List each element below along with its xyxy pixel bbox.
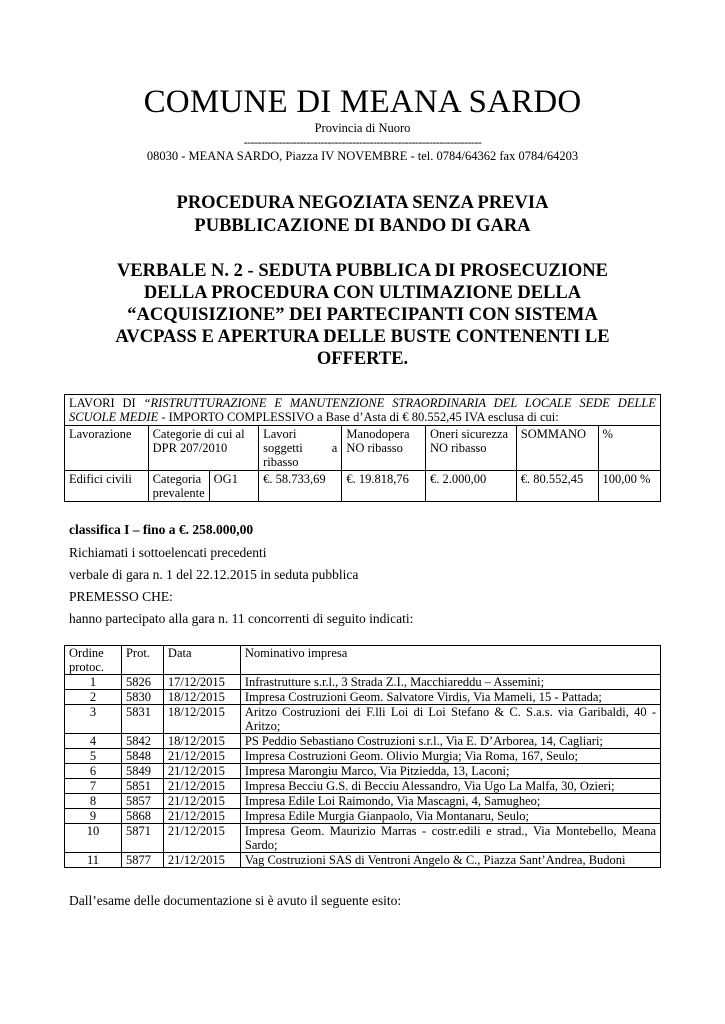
- cell-prot: 5877: [121, 853, 163, 868]
- cell-data: 21/12/2015: [163, 809, 240, 824]
- table-row: [65, 749, 661, 764]
- cell-data: 21/12/2015: [163, 779, 240, 794]
- verbale-line-5: OFFERTE.: [316, 349, 409, 369]
- col-lavori: Lavori soggetti a ribasso: [259, 426, 342, 471]
- cell-oneri: €. 2.000,00: [425, 471, 516, 502]
- cell-prot: 5831: [121, 705, 163, 734]
- province-line: Provincia di Nuoro: [314, 121, 411, 135]
- cell-ordine: 9: [65, 809, 122, 824]
- cell-ordine: 2: [65, 690, 122, 705]
- table-row: [65, 779, 661, 794]
- cell-data: 21/12/2015: [163, 853, 240, 868]
- municipality-title: COMUNE DI MEANA SARDO: [143, 84, 582, 120]
- header-divider: --------------------------------------------------------------------: [243, 135, 482, 149]
- cell-impresa: Impresa Edile Loi Raimondo, Via Mascagni, 4, Samugheo;: [240, 794, 660, 809]
- table-row: [65, 794, 661, 809]
- header-prot: Prot.: [121, 646, 163, 675]
- works-table: [64, 394, 661, 502]
- table-row: [65, 734, 661, 749]
- cell-prot: 5851: [121, 779, 163, 794]
- works-data-row: [65, 471, 661, 502]
- cell-ordine: 3: [65, 705, 122, 734]
- cell-codice: OG1: [209, 471, 258, 502]
- previous-verbale-line: verbale di gara n. 1 del 22.12.2015 in seduta pubblica: [69, 567, 359, 582]
- cell-impresa: Impresa Costruzioni Geom. Olivio Murgia; Via Roma, 167, Seulo;: [240, 749, 660, 764]
- verbale-heading: [80, 260, 645, 370]
- col-manodopera: Manodopera NO ribasso: [342, 426, 426, 471]
- works-columns-row: [65, 426, 661, 471]
- cell-impresa: Infrastrutture s.r.l., 3 Strada Z.I., Macchiareddu – Assemini;: [240, 675, 660, 690]
- procedure-line-2: PUBBLICAZIONE DI BANDO DI GARA: [194, 216, 531, 236]
- address-line: 08030 - MEANA SARDO, Piazza IV NOVEMBRE - tel. 0784/64362 fax 0784/64203: [146, 149, 579, 163]
- table-row: [65, 809, 661, 824]
- cell-prot: 5842: [121, 734, 163, 749]
- col-sommano: SOMMANO: [516, 426, 598, 471]
- cell-data: 21/12/2015: [163, 824, 240, 853]
- cell-data: 18/12/2015: [163, 734, 240, 749]
- cell-prot: 5849: [121, 764, 163, 779]
- classifica-line: classifica I – fino a €. 258.000,00: [69, 522, 254, 537]
- verbale-line-3: “ACQUISIZIONE” DEI PARTECIPANTI CON SISTEMA: [127, 305, 598, 325]
- cell-impresa: Vag Costruzioni SAS di Ventroni Angelo & C., Piazza Sant’Andrea, Budoni: [240, 853, 660, 868]
- cell-ordine: 5: [65, 749, 122, 764]
- cell-ordine: 4: [65, 734, 122, 749]
- cell-impresa: PS Peddio Sebastiano Costruzioni s.r.l., Via E. D’Arborea, 14, Cagliari;: [240, 734, 660, 749]
- cell-impresa: Aritzo Costruzioni dei F.lli Loi di Loi Stefano & C. S.a.s. via Garibaldi, 40 - Aritzo;: [240, 705, 660, 734]
- works-prefix: LAVORI DI: [69, 396, 144, 410]
- cell-ordine: 8: [65, 794, 122, 809]
- verbale-line-2: DELLA PROCEDURA CON ULTIMAZIONE DELLA: [143, 283, 582, 303]
- table-row: [65, 764, 661, 779]
- cell-impresa: Impresa Becciu G.S. di Becciu Alessandro, Via Ugo La Malfa, 30, Ozieri;: [240, 779, 660, 794]
- col-lavorazione: Lavorazione: [65, 426, 149, 471]
- table-row: [65, 690, 661, 705]
- cell-impresa: Impresa Geom. Maurizio Marras - costr.edili e strad., Via Montebello, Meana Sardo;: [240, 824, 660, 853]
- cell-data: 17/12/2015: [163, 675, 240, 690]
- table-row: [65, 853, 661, 868]
- cell-ordine: 1: [65, 675, 122, 690]
- participants-header-row: [65, 646, 661, 675]
- cell-percent: 100,00 %: [598, 471, 660, 502]
- works-description: [65, 395, 661, 426]
- verbale-line-1: VERBALE N. 2 - SEDUTA PUBBLICA DI PROSECUZIONE: [116, 261, 609, 281]
- premesso-line: PREMESSO CHE:: [69, 589, 173, 604]
- cell-prot: 5871: [121, 824, 163, 853]
- header-ordine: Ordine protoc.: [65, 646, 122, 675]
- table-row: [65, 824, 661, 853]
- cell-ordine: 6: [65, 764, 122, 779]
- cell-data: 21/12/2015: [163, 794, 240, 809]
- cell-categoria: Categoria prevalente: [148, 471, 209, 502]
- col-percent: %: [598, 426, 660, 471]
- cell-data: 21/12/2015: [163, 764, 240, 779]
- participants-intro: hanno partecipato alla gara n. 11 concorrenti di seguito indicati:: [69, 611, 414, 626]
- cell-prot: 5868: [121, 809, 163, 824]
- works-title: “RISTRUTTURAZIONE E MANUTENZIONE STRAORDINARIA DEL LOCALE SEDE DELLE SCUOLE MEDIE: [69, 396, 657, 424]
- cell-prot: 5830: [121, 690, 163, 705]
- participants-table: [64, 645, 661, 868]
- table-row: [65, 675, 661, 690]
- cell-ordine: 11: [65, 853, 122, 868]
- cell-lavorazione: Edifici civili: [65, 471, 149, 502]
- cell-data: 18/12/2015: [163, 705, 240, 734]
- col-categorie: Categorie di cui al DPR 207/2010: [148, 426, 259, 471]
- cell-impresa: Impresa Marongiu Marco, Via Pitziedda, 13, Laconi;: [240, 764, 660, 779]
- col-oneri: Oneri sicurezza NO ribasso: [425, 426, 516, 471]
- cell-manodopera: €. 19.818,76: [342, 471, 426, 502]
- esito-line: Dall’esame delle documentazione si è avuto il seguente esito:: [69, 893, 402, 908]
- cell-sommano: €. 80.552,45: [516, 471, 598, 502]
- procedure-line-1: PROCEDURA NEGOZIATA SENZA PREVIA: [176, 193, 549, 213]
- header-data: Data: [163, 646, 240, 675]
- works-amount: - IMPORTO COMPLESSIVO a Base d’Asta di € 80.552,45 IVA esclusa di cui:: [158, 410, 559, 424]
- cell-data: 18/12/2015: [163, 690, 240, 705]
- works-table-header-row: [65, 395, 661, 426]
- cell-prot: 5826: [121, 675, 163, 690]
- cell-lavori: €. 58.733,69: [259, 471, 342, 502]
- cell-impresa: Impresa Edile Murgia Gianpaolo, Via Montanaru, Seulo;: [240, 809, 660, 824]
- cell-ordine: 7: [65, 779, 122, 794]
- header-impresa: Nominativo impresa: [240, 646, 660, 675]
- richiamati-line: Richiamati i sottoelencati precedenti: [69, 545, 267, 560]
- verbale-line-4: AVCPASS E APERTURA DELLE BUSTE CONTENENTI LE: [115, 327, 610, 347]
- cell-prot: 5848: [121, 749, 163, 764]
- cell-impresa: Impresa Costruzioni Geom. Salvatore Virdis, Via Mameli, 15 - Pattada;: [240, 690, 660, 705]
- cell-ordine: 10: [65, 824, 122, 853]
- cell-prot: 5857: [121, 794, 163, 809]
- table-row: [65, 705, 661, 734]
- procedure-heading: [0, 192, 725, 238]
- cell-data: 21/12/2015: [163, 749, 240, 764]
